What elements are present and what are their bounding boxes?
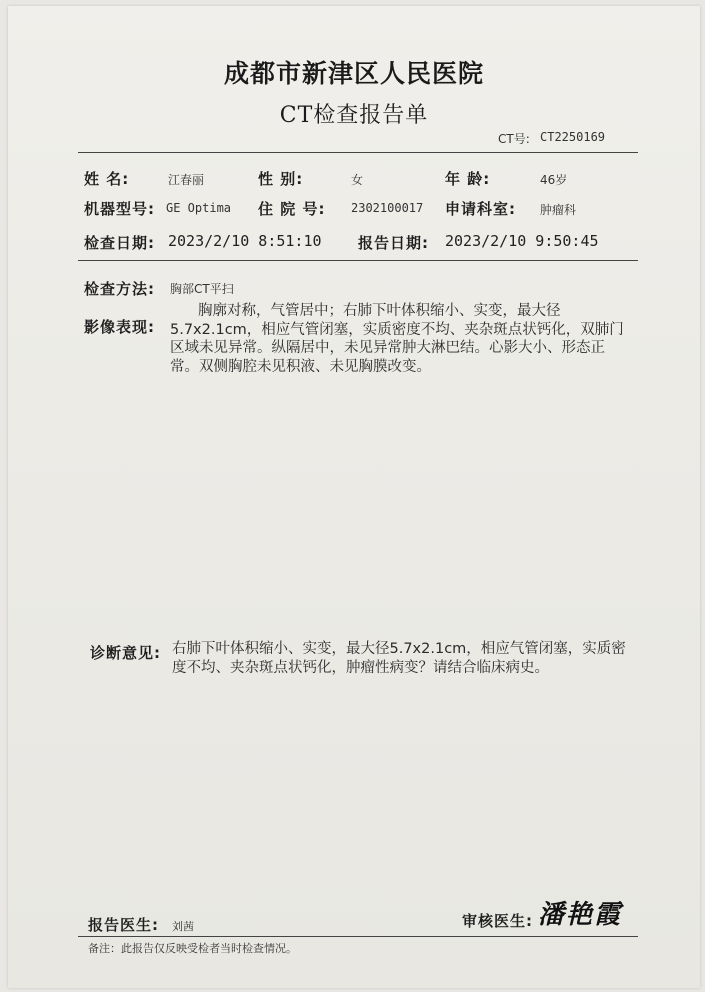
reviewer-signature: 潘艳霞 [538,900,623,930]
report-title: CT检查报告单 [279,103,429,128]
report-date-label: 报告日期: [358,234,429,252]
department: 肿瘤科 [540,203,577,217]
ct-number: CT2250169 [540,130,606,144]
reporter-label: 报告医生: [88,916,159,934]
name-label: 姓 名: [84,170,130,188]
patient-age: 46岁 [540,173,568,187]
inpatient-label: 住 院 号: [258,200,326,218]
machine-label: 机器型号: [84,200,155,218]
findings-text: 胸廓对称，气管居中；右肺下叶体积缩小、实变，最大径5.7x2.1cm，相应气管闭塞，实质密度不均、夹杂斑点状钙化，双肺门区域未见异常。纵隔居中，未见异常肿大淋巴结。心影大小、形态正常。双侧胸腔未见积液、未见胸膜改变。 [170,303,624,375]
report-paper [8,6,700,988]
report-date: 2023/2/10 9:50:45 [445,232,599,250]
patient-sex: 女 [351,173,364,187]
inpatient-number: 2302100017 [351,201,424,215]
reporter-name: 刘茜 [172,920,194,933]
diagnosis-text: 右肺下叶体积缩小、实变，最大径5.7x2.1cm，相应气管闭塞，实质密度不均、夹杂斑点状钙化，肿瘤性病变？请结合临床病史。 [172,641,626,676]
exam-method-label: 检查方法: [84,280,155,298]
divider-bottom [78,936,638,937]
diagnosis-label: 诊断意见: [90,644,161,662]
patient-name: 江春丽 [168,173,205,187]
age-label: 年 龄: [445,170,491,188]
report-note: 备注：此报告仅反映受检者当时检查情况。 [88,942,297,955]
machine-model: GE Optima [166,201,232,215]
hospital-title: 成都市新津区人民医院 [223,59,484,88]
findings-label: 影像表现: [84,318,155,336]
divider-middle [78,260,638,261]
reviewer-label: 审核医生: [462,912,533,930]
exam-date-label: 检查日期: [84,234,155,252]
exam-date: 2023/2/10 8:51:10 [168,232,322,250]
sex-label: 性 别: [258,170,304,188]
divider-top [78,152,638,153]
dept-label: 申请科室: [445,200,516,218]
ct-number-label: CT号: [498,132,530,146]
exam-method: 胸部CT平扫 [170,282,234,296]
